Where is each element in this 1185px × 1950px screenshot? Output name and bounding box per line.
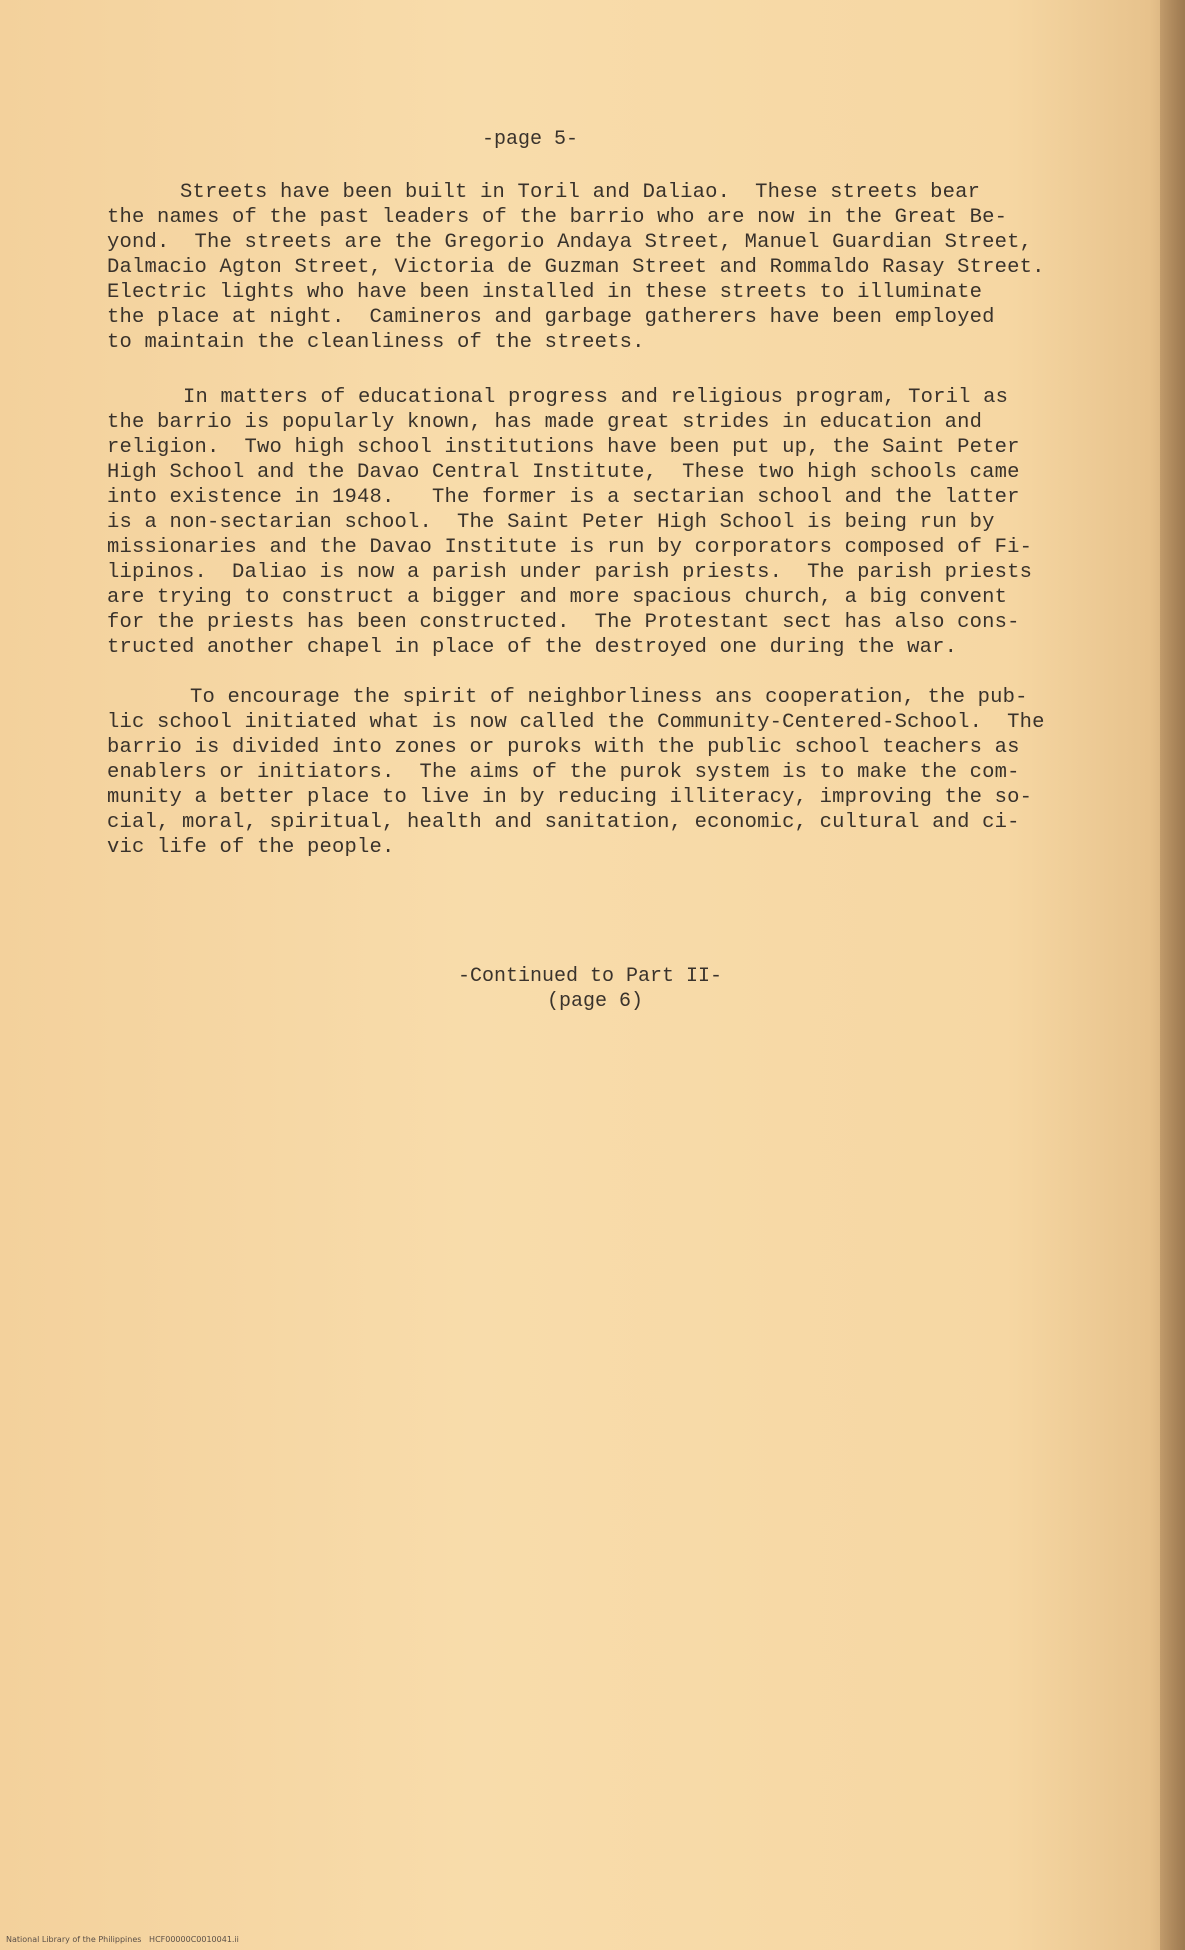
text-line: High School and the Davao Central Institute, These two high schools came	[107, 461, 1020, 484]
archive-footer: National Library of the Philippines HCF00000C0010041.ii	[6, 1935, 239, 1944]
text-line: vic life of the people.	[107, 836, 395, 859]
page-edge-shadow	[1160, 0, 1185, 1950]
text-line: In matters of educational progress and religious program, Toril as	[183, 386, 1009, 409]
text-line: the names of the past leaders of the barrio who are now in the Great Be-	[107, 206, 1008, 229]
text-line: cial, moral, spiritual, health and sanitation, economic, cultural and ci-	[107, 811, 1020, 834]
text-line: barrio is divided into zones or puroks with the public school teachers as	[107, 736, 1020, 759]
text-line: To encourage the spirit of neighborliness ans cooperation, the pub-	[190, 686, 1028, 709]
text-line: is a non-sectarian school. The Saint Peter High School is being run by	[107, 511, 995, 534]
text-line: are trying to construct a bigger and more spacious church, a big convent	[107, 586, 1008, 609]
continued-page: (page 6)	[547, 990, 644, 1013]
text-line: yond. The streets are the Gregorio Andaya Street, Manuel Guardian Street,	[107, 231, 1033, 254]
text-line: enablers or initiators. The aims of the purok system is to make the com-	[107, 761, 1020, 784]
text-line: religion. Two high school institutions have been put up, the Saint Peter	[107, 436, 1020, 459]
text-line: to maintain the cleanliness of the streets.	[107, 331, 645, 354]
text-line: Electric lights who have been installed in these streets to illuminate	[107, 281, 983, 304]
text-line: Dalmacio Agton Street, Victoria de Guzman Street and Rommaldo Rasay Street.	[107, 256, 1045, 279]
text-line: tructed another chapel in place of the destroyed one during the war.	[107, 636, 958, 659]
text-line: into existence in 1948. The former is a sectarian school and the latter	[107, 486, 1020, 509]
text-line: for the priests has been constructed. The Protestant sect has also cons-	[107, 611, 1020, 634]
text-line: the place at night. Camineros and garbage gatherers have been employed	[107, 306, 995, 329]
text-line: missionaries and the Davao Institute is run by corporators composed of Fi-	[107, 536, 1033, 559]
text-line: lipinos. Daliao is now a parish under parish priests. The parish priests	[107, 561, 1033, 584]
continued-note: -Continued to Part II-	[458, 965, 723, 988]
text-line: munity a better place to live in by reducing illiteracy, improving the so-	[107, 786, 1033, 809]
text-line: Streets have been built in Toril and Daliao. These streets bear	[180, 181, 981, 204]
text-line: lic school initiated what is now called the Community-Centered-School. The	[107, 711, 1045, 734]
text-line: the barrio is popularly known, has made great strides in education and	[107, 411, 983, 434]
page-number: -page 5-	[482, 128, 579, 151]
